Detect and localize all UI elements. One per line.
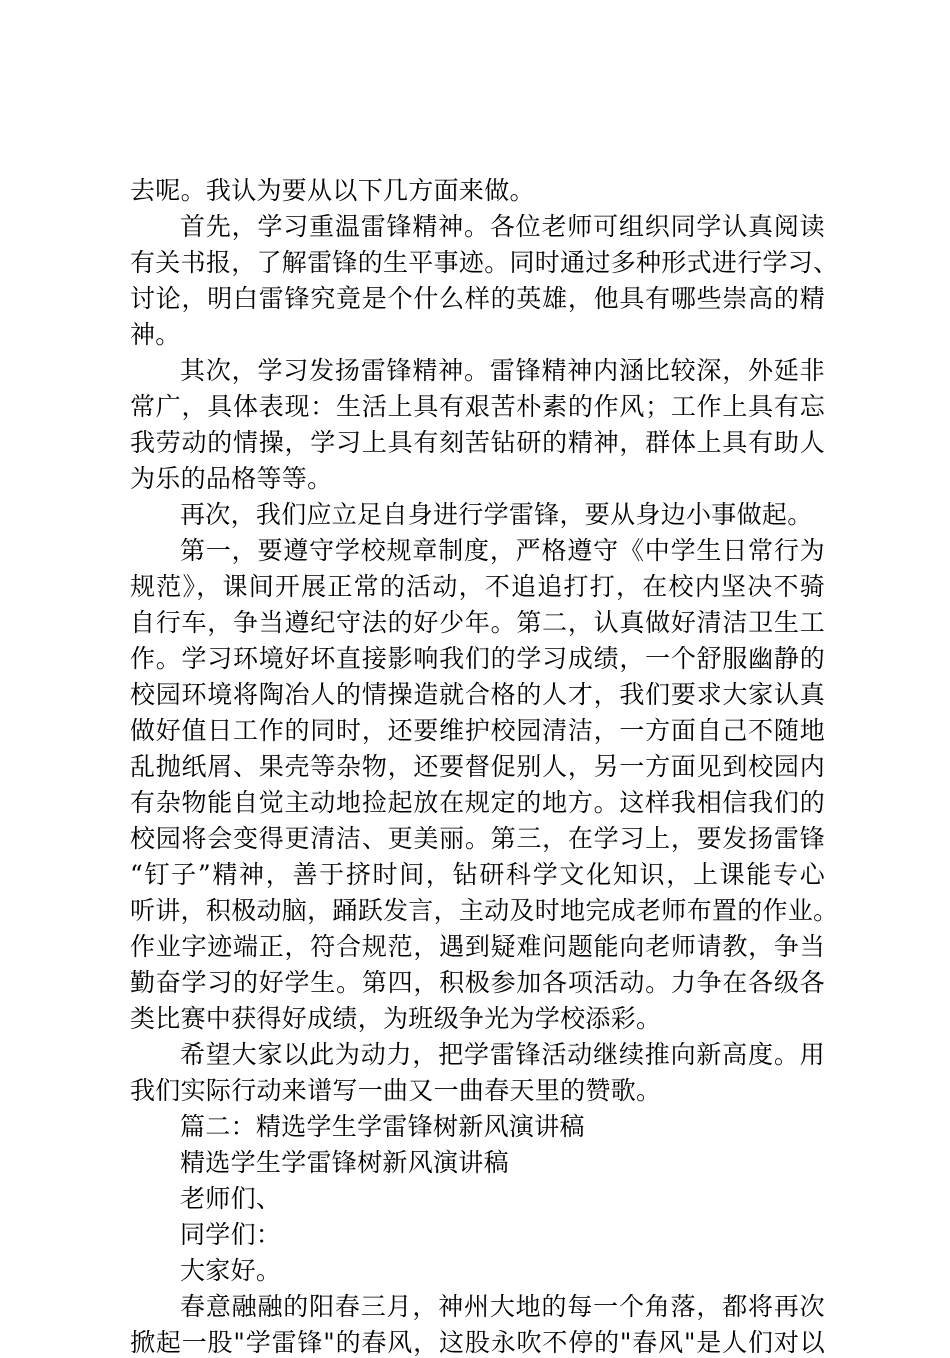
text-line: 其次，学习发扬雷锋精神。雷锋精神内涵比较深，外延非 bbox=[180, 356, 825, 385]
text-line: 作业字迹端正，符合规范，遇到疑难问题能向老师请教，争当 bbox=[130, 932, 825, 961]
text-line: 校园环境将陶冶人的情操造就合格的人才，我们要求大家认真 bbox=[130, 680, 825, 709]
section-heading: 篇二：精选学生学雷锋树新风演讲稿 bbox=[180, 1112, 585, 1141]
text-line: 同学们： bbox=[180, 1220, 282, 1249]
text-line: 乱抛纸屑、果壳等杂物，还要督促别人，另一方面见到校园内 bbox=[130, 752, 825, 781]
text-line: 自行车，争当遵纪守法的好少年。第二，认真做好清洁卫生工 bbox=[130, 608, 825, 637]
text-line: 首先，学习重温雷锋精神。各位老师可组织同学认真阅读 bbox=[180, 212, 825, 241]
text-line: 常广，具体表现：生活上具有艰苦朴素的作风；工作上具有忘 bbox=[130, 392, 825, 421]
text-line: 有杂物能自觉主动地捡起放在规定的地方。这样我相信我们的 bbox=[130, 788, 825, 817]
text-line: 我劳动的情操，学习上具有刻苦钻研的精神，群体上具有助人 bbox=[130, 428, 825, 457]
text-line: “钉子”精神，善于挤时间，钻研科学文化知识，上课能专心 bbox=[130, 860, 825, 889]
text-line: 为乐的品格等等。 bbox=[130, 464, 333, 493]
text-line: 我们实际行动来谱写一曲又一曲春天里的赞歌。 bbox=[130, 1076, 662, 1105]
text-line: 勤奋学习的好学生。第四，积极参加各项活动。力争在各级各 bbox=[130, 968, 825, 997]
text-line: 做好值日工作的同时，还要维护校园清洁，一方面自己不随地 bbox=[130, 716, 825, 745]
text-line: 讨论，明白雷锋究竟是个什么样的英雄，他具有哪些崇高的精 bbox=[130, 284, 825, 313]
text-line: 规范》，课间开展正常的活动，不追追打打，在校内坚决不骑 bbox=[130, 572, 825, 601]
text-line: 第一，要遵守学校规章制度，严格遵守《中学生日常行为 bbox=[180, 536, 825, 565]
text-line: 听讲，积极动脑，踊跃发言，主动及时地完成老师布置的作业。 bbox=[130, 896, 839, 925]
text-line: 掀起一股"学雷锋"的春风，这股永吹不停的"春风"是人们对以 bbox=[130, 1328, 825, 1357]
text-line: 校园将会变得更清洁、更美丽。第三，在学习上，要发扬雷锋 bbox=[130, 824, 825, 853]
text-line: 有关书报，了解雷锋的生平事迹。同时通过多种形式进行学习、 bbox=[130, 248, 839, 277]
text-line: 老师们、 bbox=[180, 1184, 282, 1213]
text-line: 大家好。 bbox=[180, 1256, 282, 1285]
text-line: 希望大家以此为动力，把学雷锋活动继续推向新高度。用 bbox=[180, 1040, 825, 1069]
text-line: 类比赛中获得好成绩，为班级争光为学校添彩。 bbox=[130, 1004, 662, 1033]
text-line: 春意融融的阳春三月，神州大地的每一个角落，都将再次 bbox=[180, 1292, 825, 1321]
text-line: 去呢。我认为要从以下几方面来做。 bbox=[130, 176, 535, 205]
speech-title: 精选学生学雷锋树新风演讲稿 bbox=[180, 1148, 509, 1177]
text-line: 神。 bbox=[130, 320, 181, 349]
text-line: 作。学习环境好坏直接影响我们的学习成绩，一个舒服幽静的 bbox=[130, 644, 825, 673]
text-line: 再次，我们应立足自身进行学雷锋，要从身边小事做起。 bbox=[180, 500, 813, 529]
